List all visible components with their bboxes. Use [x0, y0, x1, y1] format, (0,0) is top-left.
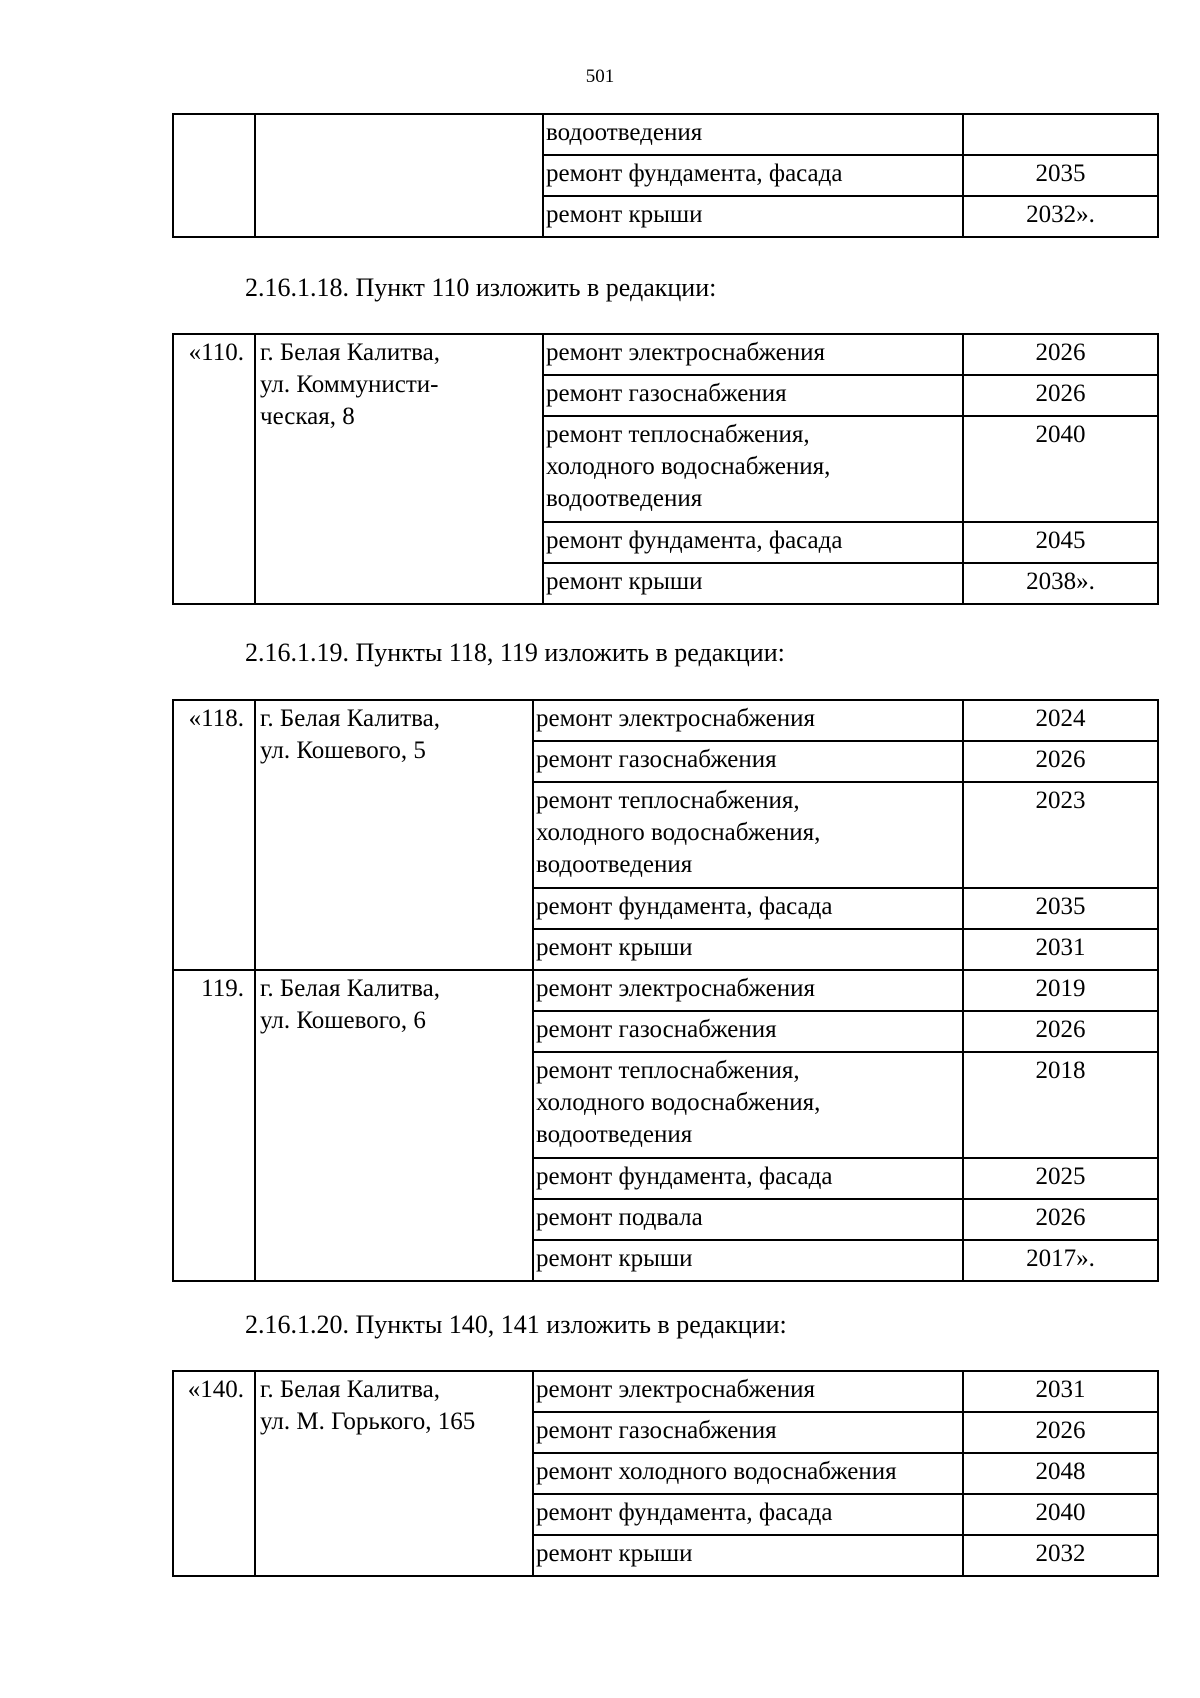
- year-cell: 2024: [963, 700, 1158, 741]
- address-cell: г. Белая Калитва, ул. Кошевого, 5: [255, 700, 533, 970]
- address-cell: г. Белая Калитва, ул. Коммунисти- ческая, 8: [255, 334, 543, 604]
- work-cell: ремонт фундамента, фасада: [533, 1494, 963, 1535]
- work-cell: ремонт холодного водоснабжения: [533, 1453, 963, 1494]
- year-cell: 2026: [963, 375, 1158, 416]
- item-number-cell: 119.: [173, 970, 255, 1281]
- work-cell: ремонт теплоснабжения, холодного водоснабжения, водоотведения: [533, 782, 963, 888]
- work-cell: ремонт фундамента, фасада: [533, 888, 963, 929]
- work-cell: водоотведения: [543, 114, 963, 155]
- year-cell: 2019: [963, 970, 1158, 1011]
- work-cell: ремонт электроснабжения: [543, 334, 963, 375]
- year-cell: 2031: [963, 929, 1158, 970]
- year-cell: 2048: [963, 1453, 1158, 1494]
- year-cell: 2023: [963, 782, 1158, 888]
- year-cell: 2032».: [963, 196, 1158, 237]
- table-row: [173, 700, 1158, 741]
- work-cell: ремонт подвала: [533, 1199, 963, 1240]
- year-cell: 2026: [963, 741, 1158, 782]
- table-items-118-119: [172, 699, 1159, 1282]
- table-row: [173, 334, 1158, 375]
- page-number: 501: [585, 66, 615, 87]
- work-cell: ремонт электроснабжения: [533, 700, 963, 741]
- address-cell: г. Белая Калитва, ул. Кошевого, 6: [255, 970, 533, 1281]
- year-cell: 2032: [963, 1535, 1158, 1576]
- work-cell: ремонт теплоснабжения, холодного водоснабжения, водоотведения: [543, 416, 963, 522]
- work-cell: ремонт электроснабжения: [533, 970, 963, 1011]
- work-cell: ремонт крыши: [543, 563, 963, 604]
- section-heading: 2.16.1.20. Пункты 140, 141 изложить в редакции:: [245, 1310, 787, 1339]
- year-cell: 2040: [963, 1494, 1158, 1535]
- item-number-cell: «110.: [173, 334, 255, 604]
- year-cell: 2026: [963, 1011, 1158, 1052]
- section-heading: 2.16.1.18. Пункт 110 изложить в редакции:: [245, 273, 717, 302]
- work-cell: ремонт крыши: [543, 196, 963, 237]
- year-cell: 2018: [963, 1052, 1158, 1158]
- work-cell: ремонт газоснабжения: [533, 1011, 963, 1052]
- table-row: [173, 970, 1158, 1011]
- work-cell: ремонт фундамента, фасада: [543, 155, 963, 196]
- year-cell: 2035: [963, 888, 1158, 929]
- year-cell: 2025: [963, 1158, 1158, 1199]
- year-cell: 2045: [963, 522, 1158, 563]
- year-cell: 2017».: [963, 1240, 1158, 1281]
- year-cell: 2026: [963, 1199, 1158, 1240]
- work-cell: ремонт газоснабжения: [533, 1412, 963, 1453]
- table-item-140: [172, 1370, 1159, 1577]
- year-cell: 2026: [963, 334, 1158, 375]
- item-number-cell: «118.: [173, 700, 255, 970]
- work-cell: ремонт газоснабжения: [543, 375, 963, 416]
- item-number-cell: «140.: [173, 1371, 255, 1576]
- table-continuation: [172, 113, 1159, 238]
- table-item-110: [172, 333, 1159, 605]
- work-cell: ремонт фундамента, фасада: [543, 522, 963, 563]
- item-number-cell: [173, 114, 255, 237]
- year-cell: 2031: [963, 1371, 1158, 1412]
- year-cell: [963, 114, 1158, 155]
- table-row: [173, 114, 1158, 155]
- work-cell: ремонт фундамента, фасада: [533, 1158, 963, 1199]
- work-cell: ремонт крыши: [533, 1240, 963, 1281]
- section-heading: 2.16.1.19. Пункты 118, 119 изложить в редакции:: [245, 638, 785, 667]
- year-cell: 2026: [963, 1412, 1158, 1453]
- address-cell: г. Белая Калитва, ул. М. Горького, 165: [255, 1371, 533, 1576]
- work-cell: ремонт крыши: [533, 1535, 963, 1576]
- work-cell: ремонт теплоснабжения, холодного водоснабжения, водоотведения: [533, 1052, 963, 1158]
- work-cell: ремонт крыши: [533, 929, 963, 970]
- table-row: [173, 1371, 1158, 1412]
- address-cell: [255, 114, 543, 237]
- year-cell: 2040: [963, 416, 1158, 522]
- year-cell: 2035: [963, 155, 1158, 196]
- work-cell: ремонт электроснабжения: [533, 1371, 963, 1412]
- work-cell: ремонт газоснабжения: [533, 741, 963, 782]
- year-cell: 2038».: [963, 563, 1158, 604]
